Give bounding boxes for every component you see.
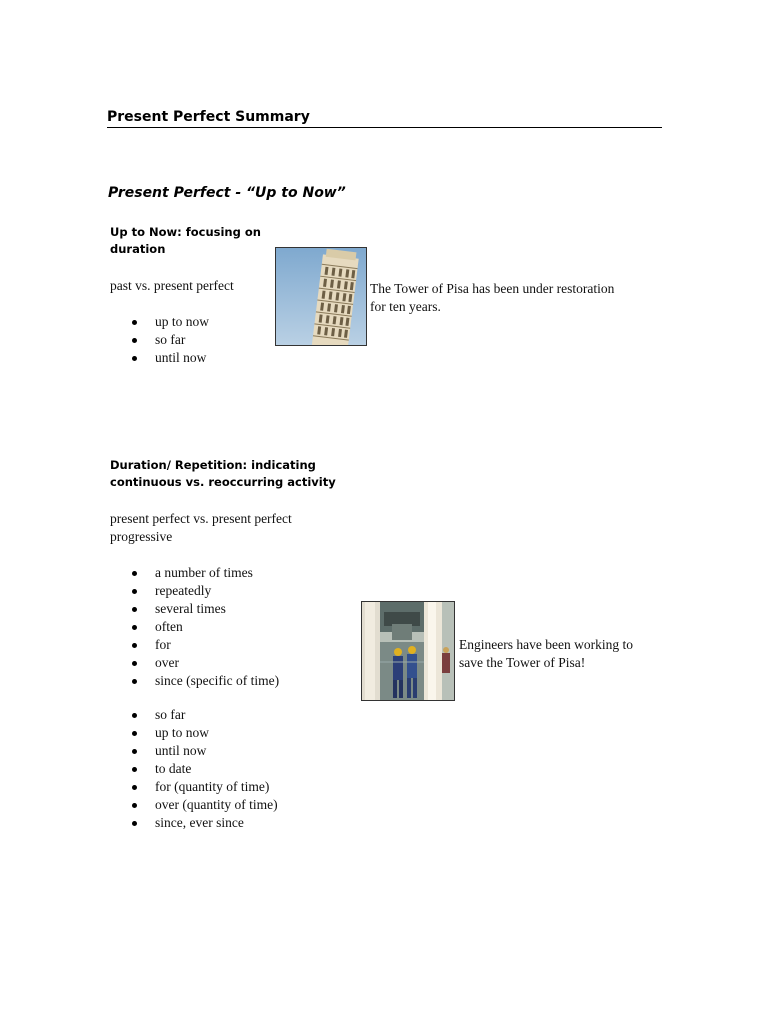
caption-line: save the Tower of Pisa! (459, 655, 586, 670)
caption-line: The Tower of Pisa has been under restoration (370, 281, 615, 296)
list-item: until now (130, 349, 209, 367)
engineers-photo (361, 601, 455, 701)
list-item: several times (130, 600, 279, 618)
leaning-tower-photo (275, 247, 367, 346)
page-title: Present Perfect Summary (107, 109, 662, 128)
list-item: over (130, 654, 279, 672)
tower-caption (370, 280, 660, 316)
list-item: to date (130, 760, 278, 778)
caption-line: Engineers have been working to (459, 637, 633, 652)
text-line: present perfect vs. present perfect (110, 511, 292, 526)
duration-repetition-heading (110, 457, 350, 491)
list-item: so far (130, 706, 278, 724)
up-to-now-list (130, 313, 209, 367)
list-item: repeatedly (130, 582, 279, 600)
repetition-list (130, 564, 279, 690)
list-item: so far (130, 331, 209, 349)
duration-list (130, 706, 278, 832)
list-item: often (130, 618, 279, 636)
list-item: over (quantity of time) (130, 796, 278, 814)
heading-line: Duration/ Repetition: indicating (110, 458, 316, 472)
list-item: since (specific of time) (130, 672, 279, 690)
list-item: since, ever since (130, 814, 278, 832)
present-perfect-contrast-text (110, 510, 340, 546)
list-item: up to now (130, 724, 278, 742)
engineers-caption (459, 636, 679, 672)
list-item: a number of times (130, 564, 279, 582)
text-line: progressive (110, 529, 173, 544)
heading-line: continuous vs. reoccurring activity (110, 475, 336, 489)
list-item: for (130, 636, 279, 654)
past-vs-present-text: past vs. present perfect (110, 278, 234, 293)
up-to-now-heading: Up to Now: focusing on duration (110, 225, 261, 256)
caption-line: for ten years. (370, 299, 441, 314)
section-heading: Present Perfect - “Up to Now” (108, 185, 346, 201)
list-item: up to now (130, 313, 209, 331)
list-item: until now (130, 742, 278, 760)
list-item: for (quantity of time) (130, 778, 278, 796)
